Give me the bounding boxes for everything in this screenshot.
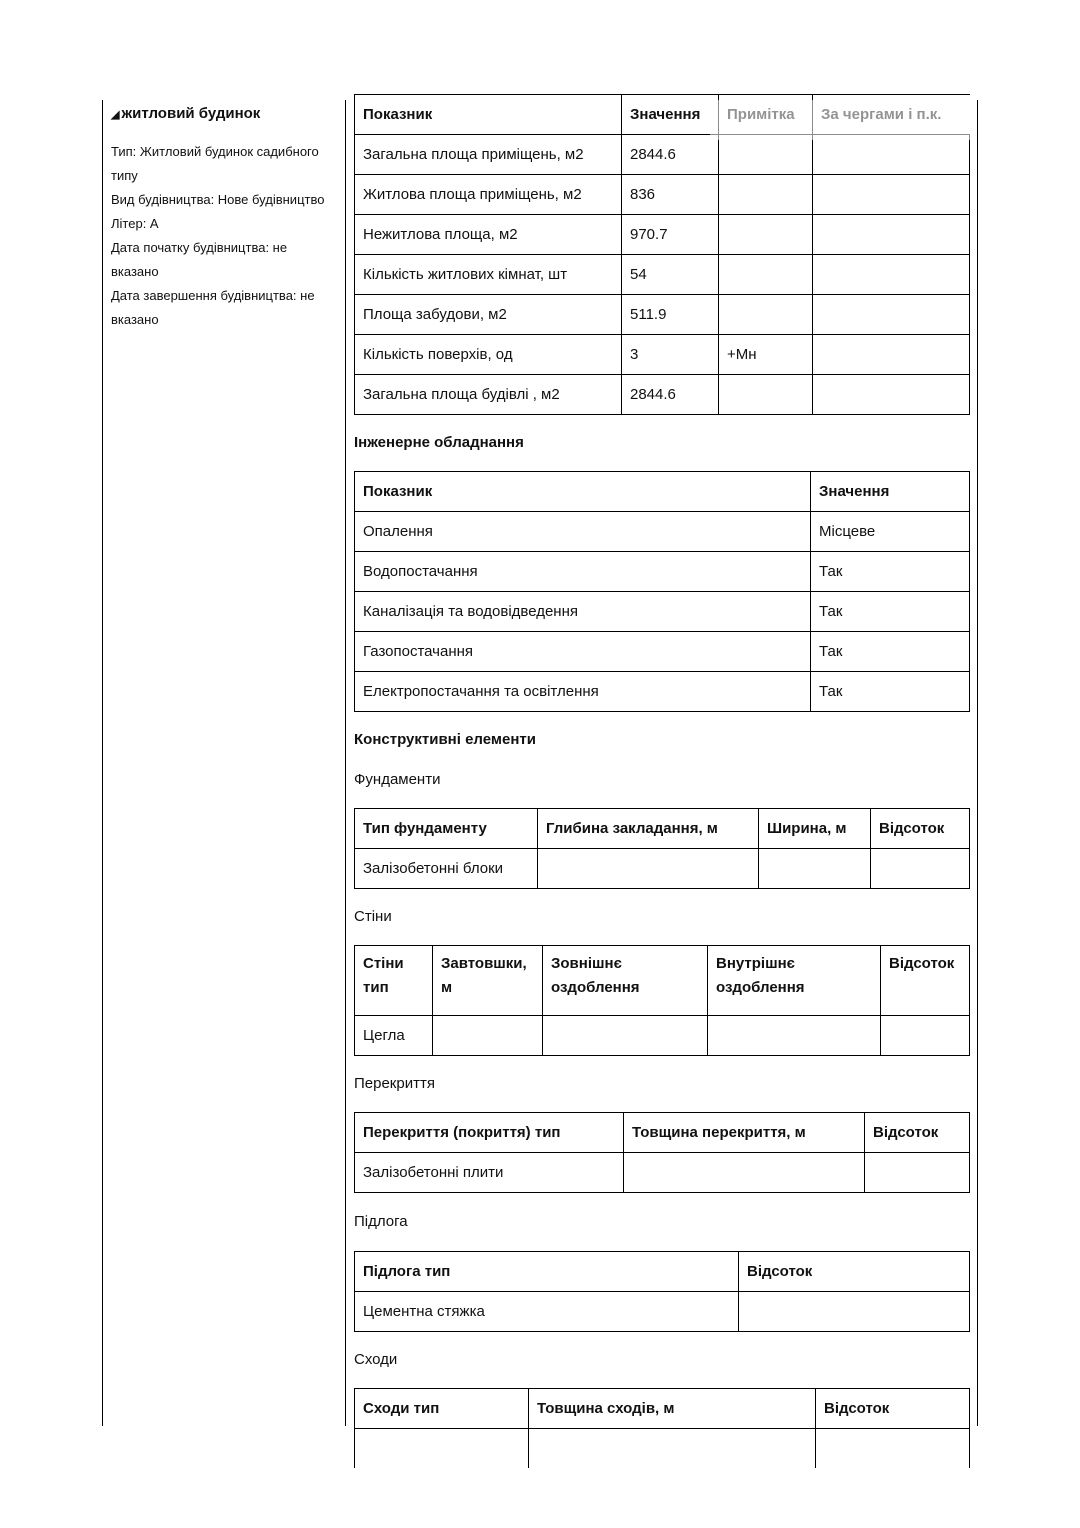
cell-value: 970.7 [622, 215, 719, 255]
left-border [102, 100, 103, 1426]
header-width: Ширина, м [759, 809, 871, 849]
cell-value: 511.9 [622, 295, 719, 335]
cell-interior-finish [708, 1016, 881, 1056]
info-end-date: Дата завершення будівництва: не вказано [111, 288, 315, 327]
ceiling-table [354, 1112, 970, 1193]
cell-stages [813, 295, 970, 335]
cell-value: Місцеве [811, 512, 970, 552]
cell-indicator: Водопостачання [355, 552, 811, 592]
cell-note [719, 295, 813, 335]
header-percent: Відсоток [865, 1113, 970, 1153]
cell-note [719, 135, 813, 175]
cell-exterior-finish [543, 1016, 708, 1056]
header-ceiling-thickness: Товщина перекриття, м [624, 1113, 865, 1153]
header-stairs-type: Сходи тип [355, 1389, 529, 1429]
table-row [355, 512, 970, 552]
building-details [354, 100, 969, 1468]
cell-indicator: Електропостачання та освітлення [355, 672, 811, 712]
cell-note [719, 255, 813, 295]
cell-value: Так [811, 592, 970, 632]
walls-title: Стіни [354, 908, 392, 925]
stairs-title: Сходи [354, 1351, 398, 1368]
building-summary [111, 100, 336, 332]
floor-title: Підлога [354, 1213, 408, 1230]
table-row [355, 672, 970, 712]
table-row [355, 592, 970, 632]
table-header-row [355, 946, 970, 1016]
table-header-row [355, 1389, 970, 1429]
info-start-date: Дата початку будівництва: не вказано [111, 240, 288, 279]
cell-stages [813, 255, 970, 295]
cell-indicator: Житлова площа приміщень, м2 [355, 175, 622, 215]
table-row [355, 295, 970, 335]
cell-value: 836 [622, 175, 719, 215]
walls-table [354, 945, 970, 1056]
cell-ceiling-type: Залізобетонні плити [355, 1153, 624, 1193]
table-row [355, 135, 970, 175]
table-row [355, 1292, 970, 1332]
engineering-heading: Інженерне обладнання [354, 434, 524, 451]
cell-indicator: Загальна площа будівлі , м2 [355, 375, 622, 415]
table-row [355, 215, 970, 255]
ceiling-title: Перекриття [354, 1075, 435, 1092]
table-header-row [355, 1252, 970, 1292]
info-letter: Літер: А [111, 216, 159, 231]
stairs-table [354, 1388, 970, 1468]
header-indicator: Показник [355, 95, 622, 135]
header-value: Значення [622, 95, 719, 135]
cell-stages [813, 375, 970, 415]
table-row [355, 375, 970, 415]
column-divider [345, 100, 346, 1426]
cell-indicator: Площа забудови, м2 [355, 295, 622, 335]
table-row [355, 1153, 970, 1193]
cell-indicator: Каналізація та водовідведення [355, 592, 811, 632]
header-exterior-finish: Зовнішнє оздоблення [543, 946, 708, 1016]
header-indicator: Показник [355, 472, 811, 512]
cell-indicator: Кількість поверхів, од [355, 335, 622, 375]
header-foundation-type: Тип фундаменту [355, 809, 538, 849]
building-info [111, 140, 336, 332]
cell-value: Так [811, 632, 970, 672]
floor-table [354, 1251, 970, 1332]
collapse-triangle-icon[interactable]: ◢ [111, 109, 120, 121]
cell-percent [739, 1292, 970, 1332]
cell-percent [865, 1153, 970, 1193]
table-row [355, 632, 970, 672]
cell-stages [813, 175, 970, 215]
cell-value: 2844.6 [622, 375, 719, 415]
main-indicators-table [354, 94, 970, 415]
cell-stages [813, 135, 970, 175]
cell-percent [871, 849, 970, 889]
cell-note: +Мн [719, 335, 813, 375]
header-interior-finish: Внутрішнє оздоблення [708, 946, 881, 1016]
cell-ceiling-thickness [624, 1153, 865, 1193]
table-row [355, 1429, 970, 1469]
cell-indicator: Опалення [355, 512, 811, 552]
cell-percent [881, 1016, 970, 1056]
right-border [977, 100, 978, 1426]
cell-value: Так [811, 552, 970, 592]
foundations-title: Фундаменти [354, 771, 441, 788]
engineering-table [354, 471, 970, 712]
cell-stages [813, 335, 970, 375]
building-title[interactable] [111, 105, 336, 124]
table-header-row [355, 809, 970, 849]
header-percent: Відсоток [871, 809, 970, 849]
header-stairs-thickness: Товщина сходів, м [529, 1389, 816, 1429]
table-header-row [355, 472, 970, 512]
cell-stairs-type [355, 1429, 529, 1469]
table-row [355, 1016, 970, 1056]
table-row [355, 175, 970, 215]
building-title-text: житловий будинок [121, 105, 261, 122]
table-row [355, 255, 970, 295]
cell-width [759, 849, 871, 889]
cell-indicator: Газопостачання [355, 632, 811, 672]
header-percent: Відсоток [881, 946, 970, 1016]
table-row [355, 552, 970, 592]
cell-value: 54 [622, 255, 719, 295]
info-construction-kind: Вид будівництва: Нове будівництво [111, 192, 325, 207]
cell-indicator: Загальна площа приміщень, м2 [355, 135, 622, 175]
cell-floor-type: Цементна стяжка [355, 1292, 739, 1332]
table-header-row [355, 1113, 970, 1153]
header-wall-type: Стіни тип [355, 946, 433, 1016]
cell-foundation-type: Залізобетонні блоки [355, 849, 538, 889]
header-percent: Відсоток [739, 1252, 970, 1292]
cell-depth [538, 849, 759, 889]
header-ceiling-type: Перекриття (покриття) тип [355, 1113, 624, 1153]
cell-value: Так [811, 672, 970, 712]
header-depth: Глибина закладання, м [538, 809, 759, 849]
header-thickness: Завтовшки, м [433, 946, 543, 1016]
cell-note [719, 175, 813, 215]
foundations-table [354, 808, 970, 889]
info-type: Тип: Житловий будинок садибного типу [111, 144, 319, 183]
header-percent: Відсоток [816, 1389, 970, 1429]
cell-note [719, 215, 813, 255]
cell-indicator: Нежитлова площа, м2 [355, 215, 622, 255]
table-row [355, 849, 970, 889]
header-value: Значення [811, 472, 970, 512]
cell-note [719, 375, 813, 415]
cell-percent [816, 1429, 970, 1469]
header-fade-overlay [710, 100, 976, 140]
table-row [355, 335, 970, 375]
document-frame [102, 100, 978, 1426]
cell-value: 3 [622, 335, 719, 375]
header-floor-type: Підлога тип [355, 1252, 739, 1292]
cell-thickness [433, 1016, 543, 1056]
cell-stages [813, 215, 970, 255]
cell-value: 2844.6 [622, 135, 719, 175]
cell-indicator: Кількість житлових кімнат, шт [355, 255, 622, 295]
cell-wall-type: Цегла [355, 1016, 433, 1056]
construction-heading: Конструктивні елементи [354, 731, 536, 748]
cell-stairs-thickness [529, 1429, 816, 1469]
